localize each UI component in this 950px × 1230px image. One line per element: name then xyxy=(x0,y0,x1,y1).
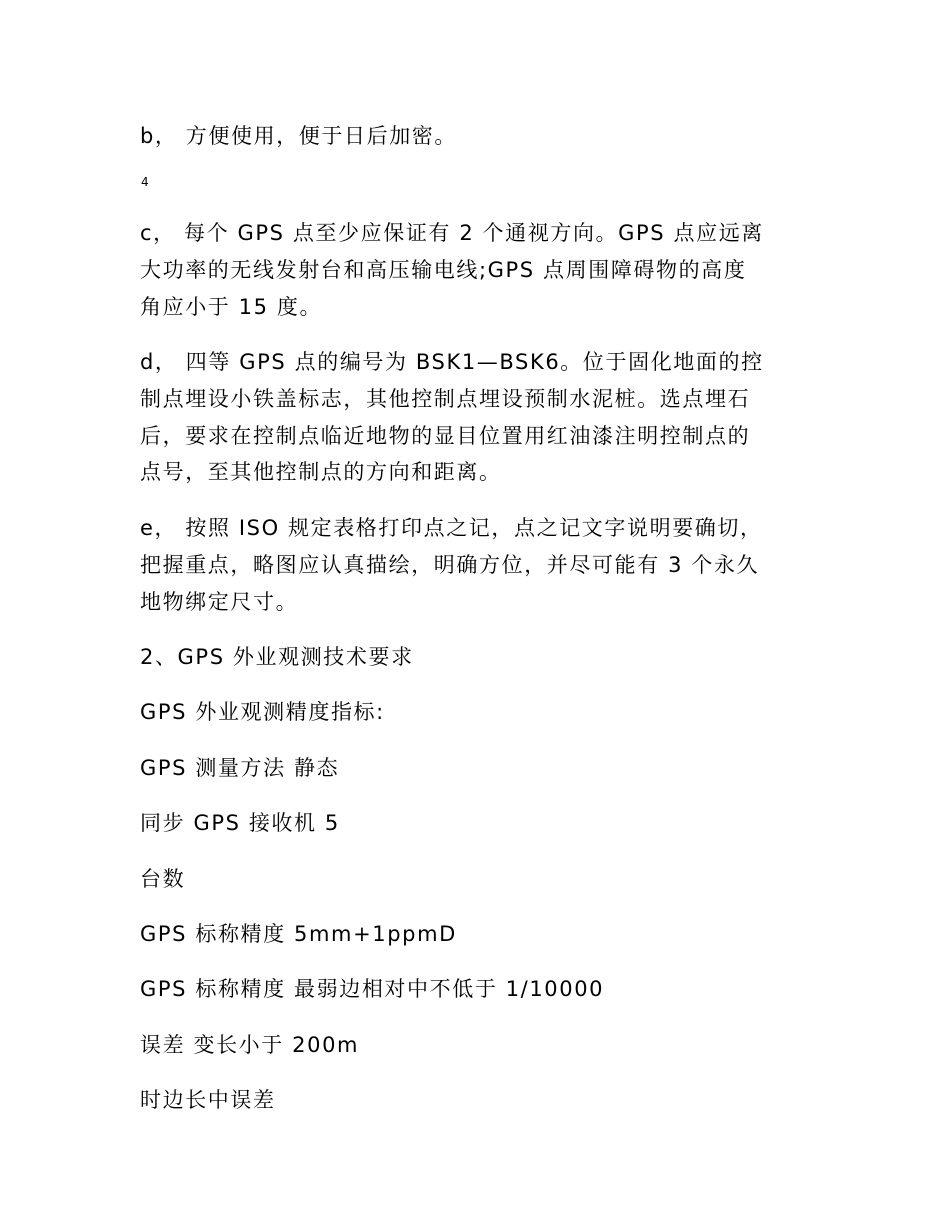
item-c-line-2: 大功率的无线发射台和高压输电线;GPS 点周围障碍物的高度 xyxy=(140,258,747,282)
item-c-line-1: c， 每个 GPS 点至少应保证有 2 个通视方向。GPS 点应远离 xyxy=(140,221,764,245)
page-number: 4 xyxy=(141,175,149,189)
item-d-line-3: 后，要求在控制点临近地物的显目位置用红油漆注明控制点的 xyxy=(140,424,751,448)
item-e-line-2: 把握重点，略图应认真描绘，明确方位，并尽可能有 3 个永久 xyxy=(140,553,760,577)
receiver-row: 同步 GPS 接收机 5 xyxy=(140,811,340,835)
item-d-line-2: 制点埋设小铁盖标志，其他控制点埋设预制水泥桩。选点埋石 xyxy=(140,387,751,411)
error-edge-row: 误差 变长小于 200m xyxy=(140,1033,360,1057)
item-e-line-1: e， 按照 ISO 规定表格打印点之记，点之记文字说明要确切， xyxy=(140,516,763,540)
item-b-line: b， 方便使用，便于日后加密。 xyxy=(140,124,458,148)
receiver-count-label: 台数 xyxy=(140,867,186,891)
measurement-method-row: GPS 测量方法 静态 xyxy=(140,756,340,780)
item-d-line-1: d， 四等 GPS 点的编号为 BSK1—BSK6。位于固化地面的控 xyxy=(140,350,764,374)
precision-index-label: GPS 外业观测精度指标: xyxy=(140,700,385,724)
weakest-edge-row: GPS 标称精度 最弱边相对中不低于 1/10000 xyxy=(140,977,605,1001)
edge-error-label: 时边长中误差 xyxy=(140,1088,276,1112)
item-e-line-3: 地物绑定尺寸。 xyxy=(140,590,299,614)
item-c-line-3: 角应小于 15 度。 xyxy=(140,295,323,319)
section-heading: 2、GPS 外业观测技术要求 xyxy=(140,645,414,669)
item-d-line-4: 点号，至其他控制点的方向和距离。 xyxy=(140,460,502,484)
nominal-precision-row: GPS 标称精度 5mm+1ppmD xyxy=(140,922,457,946)
